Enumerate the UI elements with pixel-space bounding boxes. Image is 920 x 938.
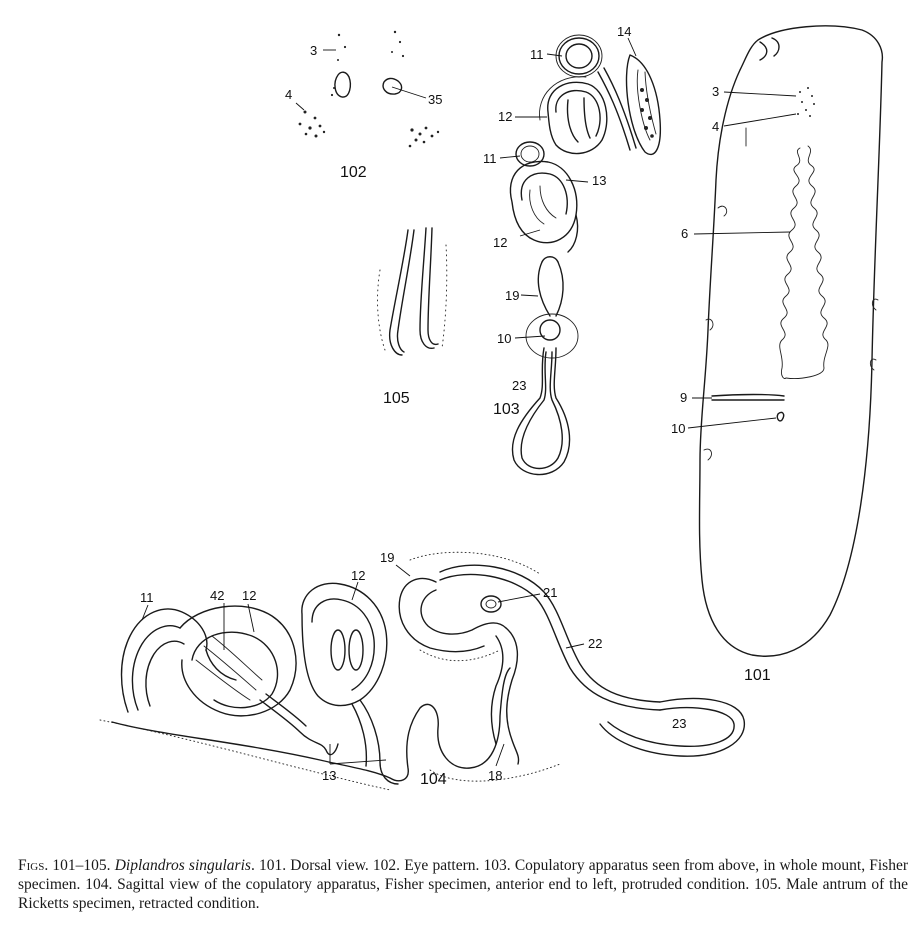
fig104-label-12b: 12 [351, 568, 366, 583]
fig104-label-19: 19 [380, 550, 395, 565]
fig102-label-35: 35 [428, 92, 443, 107]
fig-104-sagittal-view [100, 550, 744, 790]
fig104-label-13: 13 [322, 768, 337, 783]
caption-text: . 101. Dorsal view. 102. Eye pattern. 103. Copulatory apparatus seen from above, in whole mount, Fisher specimen. 104. Sagittal view of the copulatory apparatus, Fisher specimen, anterior end to left, protruded condition. 105. Male antrum of the Ricketts specimen, retracted condition. [18, 856, 909, 912]
eye-spots-lower [299, 111, 440, 148]
fig103-label-19: 19 [505, 288, 520, 303]
eye-right [383, 78, 401, 94]
fig104-label-22: 22 [588, 636, 603, 651]
fig102-label-3: 3 [310, 43, 318, 58]
fig101-label-4: 4 [712, 119, 720, 134]
fig104-label-11: 11 [140, 590, 154, 605]
caption-species: Diplandros singularis [114, 856, 251, 874]
fig101-label-3: 3 [712, 84, 720, 99]
fig104-label-23: 23 [672, 716, 687, 731]
fig101-number: 101 [744, 667, 771, 684]
fig103-label-23: 23 [512, 378, 527, 393]
fig103-label-12a: 12 [498, 109, 513, 124]
fig101-label-9: 9 [680, 390, 688, 405]
fig-105-male-antrum [378, 228, 447, 407]
body-outline [700, 26, 883, 656]
eye-spots-upper [331, 31, 404, 96]
fig-101-dorsal-view [671, 26, 882, 684]
fig104-number: 104 [420, 771, 447, 788]
pharynx [780, 148, 800, 379]
fig-103-copulatory-apparatus [483, 24, 660, 475]
fig103-label-11b: 11 [483, 151, 497, 166]
fig103-label-10: 10 [497, 331, 512, 346]
fig104-label-12a: 12 [242, 588, 257, 603]
fig105-number: 105 [383, 390, 410, 407]
fig-102-eye-pattern [285, 31, 442, 181]
fig103-label-12b: 12 [493, 235, 508, 250]
fig104-label-21: 21 [543, 585, 558, 600]
fig103-number: 103 [493, 401, 520, 418]
fig101-label-10: 10 [671, 421, 686, 436]
fig101-label-6: 6 [681, 226, 689, 241]
eye-left [335, 72, 350, 97]
fig104-label-18: 18 [488, 768, 503, 783]
fig103-label-13: 13 [592, 173, 607, 188]
caption-figs-prefix: Figs. [18, 856, 49, 874]
fig103-label-14: 14 [617, 24, 632, 39]
fig103-label-11a: 11 [530, 47, 544, 62]
caption-figs-range: 101–105. [48, 856, 115, 874]
fig102-number: 102 [340, 164, 367, 181]
fig102-label-4: 4 [285, 87, 293, 102]
fig104-label-42: 42 [210, 588, 225, 603]
figure-caption [18, 856, 908, 913]
